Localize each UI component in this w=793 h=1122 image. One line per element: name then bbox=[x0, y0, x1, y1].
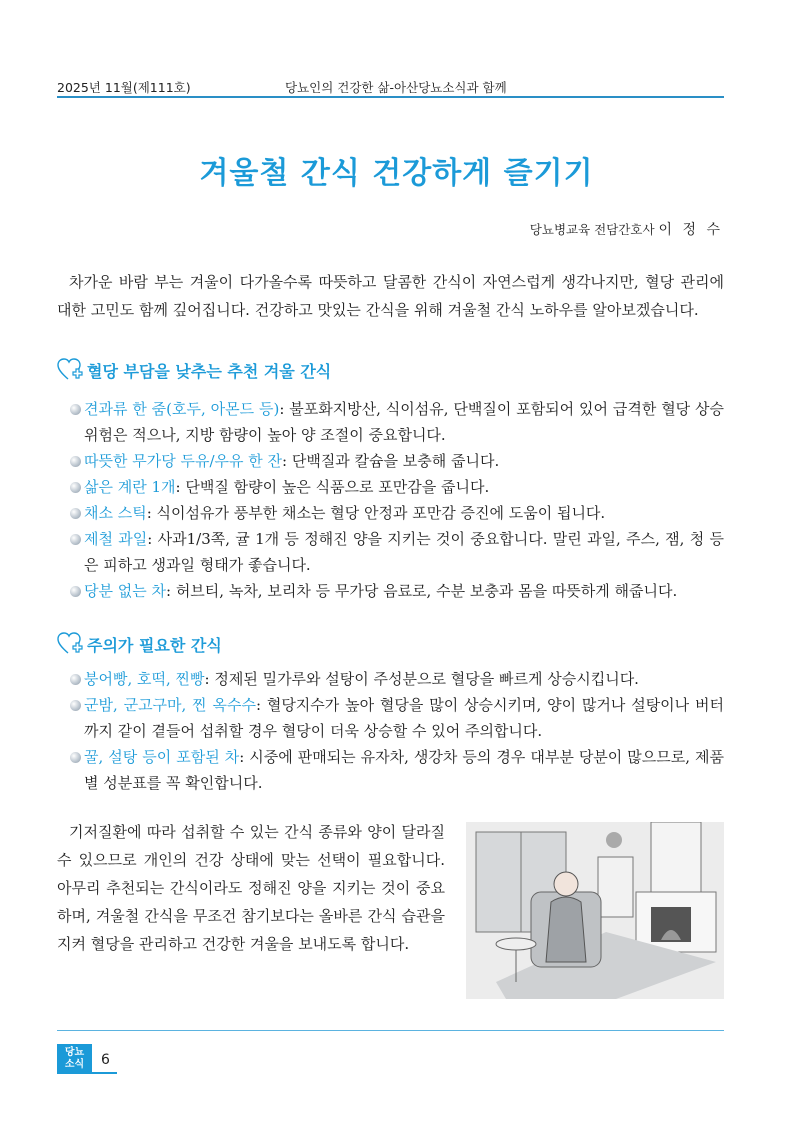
item-key: 견과류 한 줌(호두, 아몬드 등) bbox=[84, 400, 280, 418]
list-item bbox=[70, 666, 724, 692]
item-key: 군밤, 군고구마, 찐 옥수수 bbox=[84, 696, 256, 714]
caution-snack-list bbox=[70, 666, 724, 796]
page-number-underline bbox=[57, 1072, 117, 1074]
list-item bbox=[70, 448, 724, 474]
list-item bbox=[70, 500, 724, 526]
page-header bbox=[57, 76, 724, 98]
item-text: : 사과1/3쪽, 귤 1개 등 정해진 양을 지키는 것이 중요합니다. 말린 과일, 주스, 잼, 청 등은 피하고 생과일 형태가 좋습니다. bbox=[84, 530, 724, 574]
intro-paragraph: 차가운 바람 부는 겨울이 다가올수록 따뜻하고 달콤한 간식이 자연스럽게 생각나지만, 혈당 관리에 대한 고민도 함께 깊어집니다. 건강하고 맛있는 간식을 위해 겨울철 간식 노하우를 알아보겠습니다. bbox=[57, 273, 724, 319]
item-key: 따뜻한 무가당 두유/우유 한 잔 bbox=[84, 452, 283, 470]
recommended-snack-list bbox=[70, 396, 724, 604]
item-text: : 허브티, 녹차, 보리차 등 무가당 음료로, 수분 보충과 몸을 따뜻하게 해줍니다. bbox=[166, 582, 678, 600]
item-text: : 불포화지방산, 식이섬유, 단백질이 포함되어 있어 급격한 혈당 상승 위험은 적으나, 지방 함량이 높아 양 조절이 중요합니다. bbox=[84, 400, 725, 444]
newsletter-badge bbox=[57, 1044, 92, 1073]
item-key: 채소 스틱 bbox=[84, 504, 147, 522]
list-item bbox=[70, 692, 724, 744]
bullet-icon bbox=[70, 482, 81, 493]
item-key: 꿀, 설탕 등이 포함된 차 bbox=[84, 748, 240, 766]
closing-paragraph: 기저질환에 따라 섭취할 수 있는 간식 종류와 양이 달라질 수 있으므로 개인의 건강 상태에 맞는 선택이 필요합니다. 아무리 추천되는 간식이라도 정해진 양을 지키는 것이 중요하며, 겨울철 간식을 무조건 참기보다는 올바른 간식 습관을 지켜 혈당을 관리하고 건강한 겨울을 보내도록 합니다. bbox=[57, 823, 445, 953]
section-heading-caution bbox=[57, 632, 222, 656]
list-item bbox=[70, 474, 724, 500]
item-key: 붕어빵, 호떡, 찐빵 bbox=[84, 670, 205, 688]
item-text: : 식이섬유가 풍부한 채소는 혈당 안정과 포만감 증진에 도움이 됩니다. bbox=[146, 504, 606, 522]
item-text: : 정제된 밀가루와 설탕이 주성분으로 혈당을 빠르게 상승시킵니다. bbox=[204, 670, 639, 688]
heart-plus-icon bbox=[57, 358, 83, 382]
bullet-icon bbox=[70, 752, 81, 763]
heart-plus-icon bbox=[57, 632, 83, 656]
item-key: 제철 과일 bbox=[84, 530, 148, 548]
list-item bbox=[70, 396, 724, 448]
issue-label: 2025년 11월(제111호) bbox=[57, 80, 191, 95]
page-number: 6 bbox=[101, 1052, 110, 1068]
bullet-icon bbox=[70, 586, 81, 597]
author-name: 이 정 수 bbox=[658, 222, 723, 238]
article-title: 겨울철 간식 건강하게 즐기기 bbox=[199, 156, 594, 191]
bullet-icon bbox=[70, 404, 81, 415]
bullet-icon bbox=[70, 508, 81, 519]
item-text: : 혈당지수가 높아 혈당을 많이 상승시키며, 양이 많거나 설탕이나 버터까지 같이 곁들어 섭취할 경우 혈당이 더욱 상승할 수 있어 주의합니다. bbox=[84, 696, 724, 740]
publication-title: 당뇨인의 건강한 삶-아산당뇨소식과 함께 bbox=[285, 80, 507, 95]
section-heading-text: 혈당 부담을 낮추는 추천 겨울 간식 bbox=[87, 361, 332, 381]
badge-line: 소식 bbox=[64, 1059, 85, 1070]
item-text: : 단백질 함량이 높은 식품으로 포만감을 줍니다. bbox=[175, 478, 490, 496]
item-text: : 단백질과 칼슘을 보충해 줍니다. bbox=[282, 452, 500, 470]
badge-line: 당뇨 bbox=[64, 1047, 85, 1058]
bullet-icon bbox=[70, 674, 81, 685]
bullet-icon bbox=[70, 700, 81, 711]
list-item bbox=[70, 744, 724, 796]
footer-divider bbox=[57, 1030, 724, 1031]
section-heading-text: 주의가 필요한 간식 bbox=[87, 635, 222, 655]
list-item bbox=[70, 526, 724, 578]
bullet-icon bbox=[70, 456, 81, 467]
winter-living-room-illustration bbox=[466, 822, 724, 999]
author-role: 당뇨병교육 전담간호사 bbox=[529, 222, 655, 237]
author-line bbox=[530, 219, 723, 239]
bullet-icon bbox=[70, 534, 81, 545]
item-key: 삶은 계란 1개 bbox=[84, 478, 176, 496]
list-item bbox=[70, 578, 724, 604]
section-heading-recommended bbox=[57, 358, 331, 382]
item-key: 당분 없는 차 bbox=[84, 582, 166, 600]
item-text: : 시중에 판매되는 유자차, 생강차 등의 경우 대부분 당분이 많으므로, 제품별 성분표를 꼭 확인합니다. bbox=[84, 748, 724, 792]
